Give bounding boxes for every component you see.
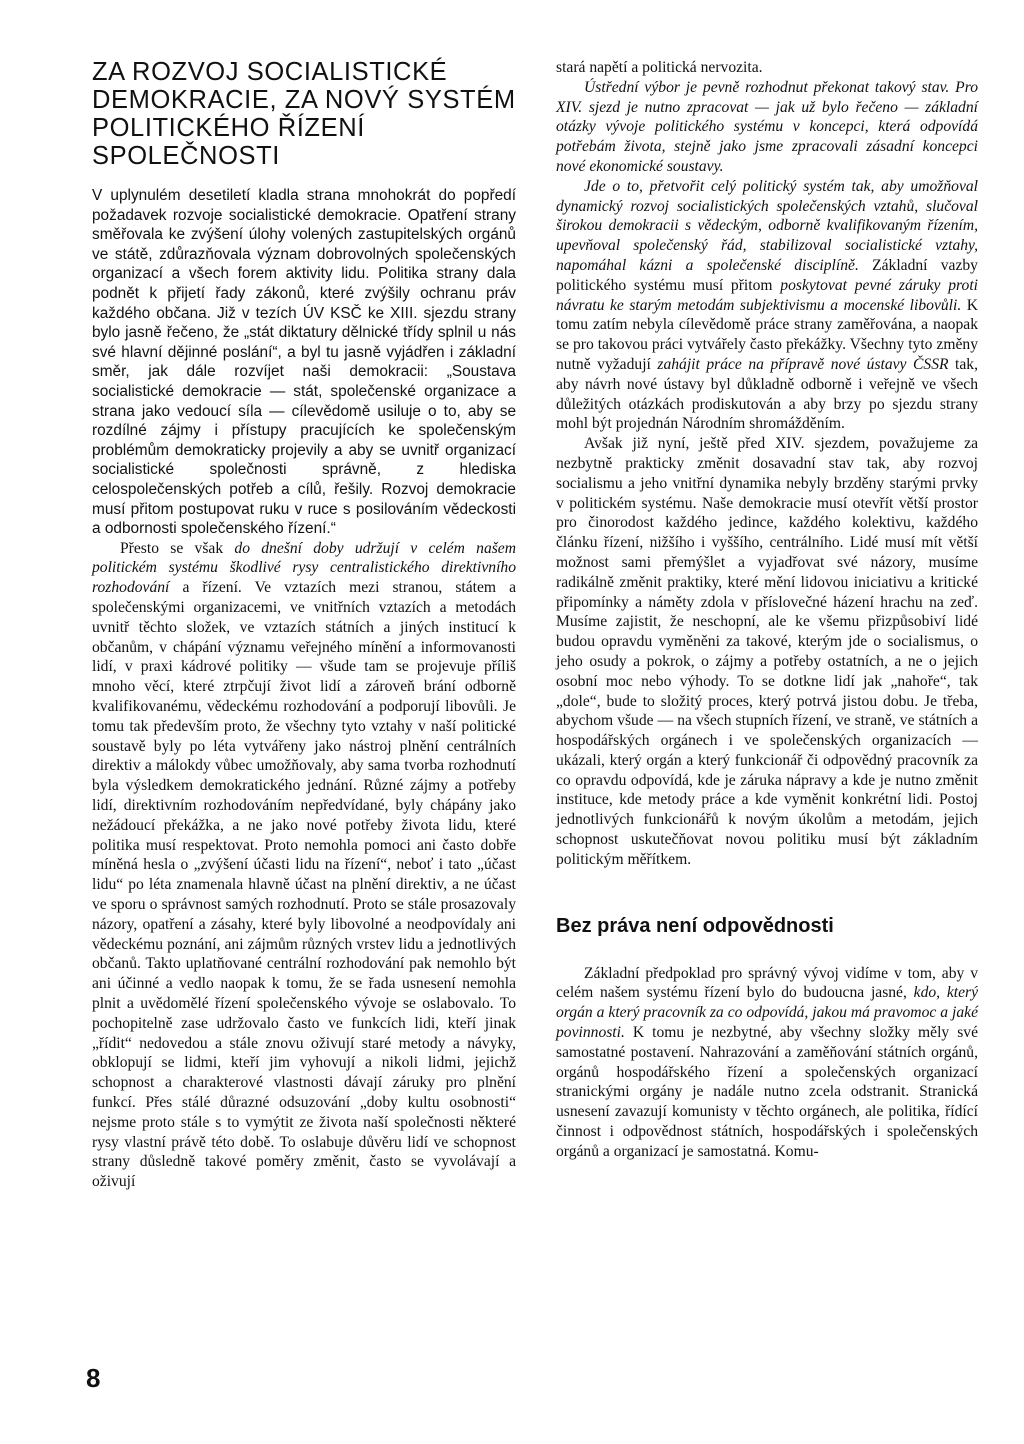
spacer [556,870,978,914]
paragraph-text: Základní předpoklad pro správný vývoj vidíme v tom, aby v celém našem systému řízení bylo do budoucna jasné, [556,964,978,1002]
paragraph-text: stará napětí a politická nervozita. [556,59,763,76]
title-line: SPOLEČNOSTI [92,142,280,170]
paragraph [556,58,978,78]
emphasis-text: Jde o to, přetvořit celý politický systém tak, aby umožňoval dynamický rozvoj socialistických společenských vztahů, slučoval širokou demokracii s vědeckým, odborně kvalifikovaným řízením, upevňoval společenský řád, stabilizoval socialistické vztahy, napomáhal kázni a společenské disciplíně. [556,177,978,274]
paragraph [556,177,978,434]
paragraph-text: K tomu je nezbytné, aby všechny složky měly své samostatné postavení. Nahrazování a zaměňování státních orgánů, orgánů hospodářského řízení a společenských organizací stranickými orgány je nadále nutno zcela odstranit. Stranická usnesení zavazují komunisty v těchto orgánech, ale politika, řídící činnost i odpovědnost státních, hospodářských i společenských orgánů a organizací je samostatná. Komu- [556,1024,978,1160]
paragraph [556,78,978,177]
right-column [556,58,978,1162]
title-line: DEMOKRACIE, ZA NOVÝ SYSTÉM [92,86,516,114]
emphasis-text: do dnešní doby udržují v celém našem politickém systému škodlivé rysy centralistického direktivního rozhodování [92,539,516,597]
title-line: POLITICKÉHO ŘÍZENÍ [92,114,365,142]
paragraph-text: Přesto se však [120,539,235,557]
paragraph [556,434,978,870]
paragraph [92,539,516,1192]
article-title [92,58,516,170]
page-number: 8 [86,1363,101,1393]
paragraph-text: tak, aby návrh nové ústavy byl důkladně odborně i veřejně ve všech důležitých otázkách prodiskutován a aby brzy po sjezdu strany mohl být projednán Národním shromážděním. [556,355,978,433]
emphasis-text: poskytovat pevné záruky proti návratu ke starým metodám subjektivismu a mocenské libovůli. [556,276,978,314]
title-line: ZA ROZVOJ SOCIALISTICKÉ [92,58,448,86]
emphasis-text: Ústřední výbor je pevně rozhodnut překonat takový stav. Pro XIV. sjezd je nutno zpracovat — jak už bylo řečeno — základní otázky vývoje politického systému v koncepci, která odpovídá potřebám života, stejně jako jsme zpracovali zásadní koncepci nové ekonomické soustavy. [556,78,978,175]
emphasis-text: zahájit práce na přípravě nové ústavy ČSSR [657,355,949,373]
paragraph-text: Avšak již nyní, ještě před XIV. sjezdem, považujeme za nezbytně prakticky změnit dosavadní stav tak, aby rozvoj socialismu a jeho vnitřní dynamika nebyly brzděny starými prvky v politickém systému. Naše demokracie musí otevřít větší prostor pro činorodost každého jedince, každého kolektivu, každého článku řízení, nižšího i vyššího, centrálního. Lidé musí mít větší možnost sami přemýšlet a vyjadřovat své názory, musíme radikálně změnit praktiky, které mění lidovou iniciativu a kritické připomínky a náměty zdola v příslovečné házení hrachu na zeď. Musíme zajistit, že neschopní, ale ke všemu přizpůsobiví lidé budou opravdu vyměněni za takové, kterým jde o socialismus, o jeho osudy a pokrok, o zájmy a potřeby ostatních, a ne o jejich osobní moc nebo výhody. To se dotkne lidí jak „nahoře“, tak „dole“, bude to složitý proces, který potrvá jistou dobu. Je třeba, abychom všude — na všech stupních řízení, ve straně, ve státních a hospodářských orgánech i ve společenských organizacích — ukázali, který orgán a který funkcionář či odpovědný pracovník za co opravdu odpovídá, kde je záruka nápravy a kde je nutno změnit instituce, kde metody práce a kde vyměnit konkrétní lidi. Postoj jednotlivých funkcionářů k novým úkolům a metodám, jejich schopnost uskutečňovat novou politiku musí být základním politickým měřítkem. [556,435,978,868]
left-column [92,58,516,1192]
section-heading: Bez práva není odpovědnosti [556,914,834,937]
paragraph-text: K tomu zatím nebyla cílevědomě práce strany zaměřována, a naopak se pro takovou práci vytvářely často překážky. Všechny tyto změny nutně vyžadují [556,296,978,373]
paragraph [556,964,978,1162]
paragraph-text: a řízení. Ve vztazích mezi stranou, státem a společenskými organizacemi, ve vnitřních vztazích a metodách uvnitř těchto složek, ve vztazích státních a jiných institucí k občanům, v chápání významu veřejného mínění a informovanosti lidí, v praxi kádrové politiky — všude tam se projevuje příliš mnoho věcí, které ztrpčují život lidí a zároveň brání odborně kvalifikovanému, vědeckému rozhodování a podporují libovůli. Je tomu tak především proto, že všechny tyto vztahy v naší politické soustavě byly po léta vytvářeny jako nástroj plnění centrálních direktiv a málokdy vůbec umožňovaly, aby sama tvorba rozhodnutí byla výsledkem demokratického jednání. Různé zájmy a potřeby lidí, direktivním rozhodováním nepředvídané, byly chápány jako nežádoucí překážka, a ne jako nové potřeby života lidu, které politika musí respektovat. Proto nemohla pomoci ani často dobře míněná hesla o „zvýšení účasti lidu na řízení“, neboť i tato „účast lidu“ po léta znamenala hlavně účast na plnění direktiv, a ne účast ve sporu o správnost samých rozhodnutí. Proto se stále prosazovaly názory, opatření a zásahy, které byly libovolné a neodpovídaly ani vědeckému poznání, ani zájmům různých vrstev lidu a jednotlivých občanů. Takto uplatňované centrální rozhodování pak nemohlo být ani účinné a vedlo naopak k tomu, že se řada usnesení nemohla plnit a uvědomělé řízení společenského vývoje se oslabovalo. To pochopitelně zase udržovalo často ve funkcích lidi, kteří jinak „řídit“ nedovedou a stále znovu oživují staré metody a návyky, obklopují se lidmi, kteří jim vyhovují a nikoli lidmi, jejichž schopnost a charakterové vlastnosti dávají záruky pro plnění funkcí. Přes stálé důrazné odsuzování „doby kultu osobnosti“ nejsme proto stále s to vymýtit ze života naší společnosti některé rysy vlastní právě této době. To oslabuje důvěru lidí ve schopnost strany důsledně takové poměry změnit, často se vyvolávají a oživují [92,579,516,1191]
paragraph-text: V uplynulém desetiletí kladla strana mnohokrát do popředí požadavek rozvoje socialistické demokracie. Opatření strany směřovala ke zvýšení úlohy volených zastupitelských orgánů ve státě, zdůrazňovala význam dobrovolných společenských organizací a všech forem aktivity lidu. Politika strany dala podnět k přijetí řady zákonů, které zvýšily ochranu práv každého občana. Již v tezích ÚV KSČ ke XIII. sjezdu strany bylo jasně řečeno, že „stát diktatury dělnické třídy splnil u nás své hlavní dějinné poslání“, a byl tu jasně vyjádřen i základní směr, jak dále rozvíjet naši demokracii: „Soustava socialistické demokracie — stát, společenské organizace a strana jako vedoucí síla — cílevědomě usiluje o to, aby se rozdílné zájmy i přístupy pracujících ke společenským problémům demokraticky projevily a aby se uvnitř organizací socialistické společnosti správně, z hlediska celospolečenských potřeb a cílů, řešily. Rozvoj demokracie musí přitom postupovat ruku v ruce s posilováním vědeckosti a odbornosti společenského řízení.“ [92,187,516,538]
paragraph [92,186,516,539]
emphasis-text: kdo, který orgán a který pracovník za co odpovídá, jakou má pravomoc a jaké povinnosti. [556,984,978,1042]
paragraph-text: Základní vazby politického systému musí přitom [556,256,978,294]
